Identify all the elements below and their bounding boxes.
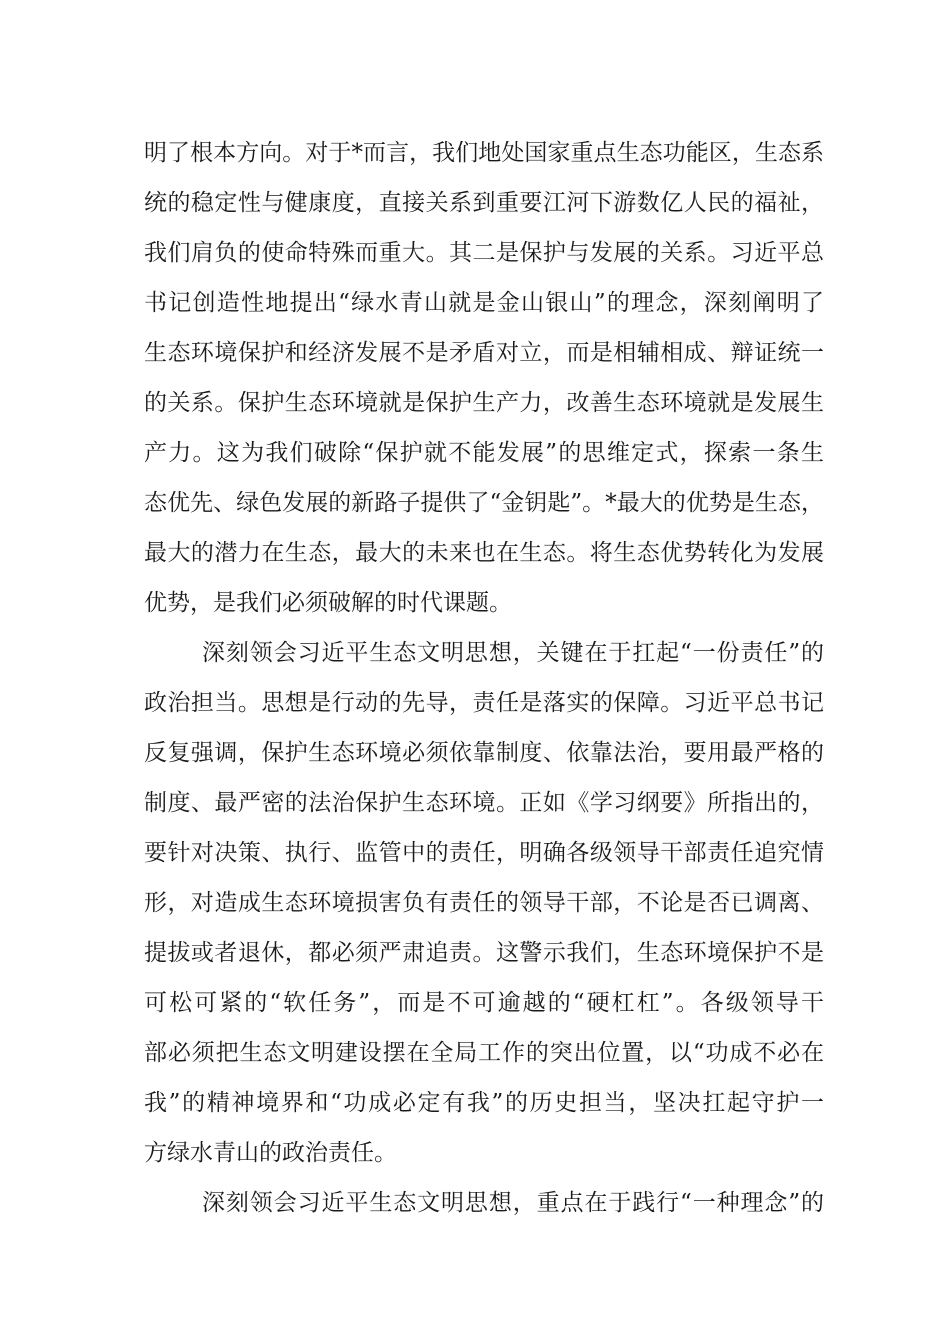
text-line: 制度、最严密的法治保护生态环境。正如《学习纲要》所指出的， [144,790,824,816]
text-line: 的关系。保护生态环境就是保护生产力，改善生态环境就是发展生 [144,390,824,416]
text-line: 形，对造成生态环境损害负有责任的领导干部，不论是否已调离、 [144,890,824,916]
text-line: 要针对决策、执行、监管中的责任，明确各级领导干部责任追究情 [144,840,824,866]
text-line: 生态环境保护和经济发展不是矛盾对立，而是相辅相成、辩证统一 [144,340,824,366]
text-line: 政治担当。思想是行动的先导，责任是落实的保障。习近平总书记 [144,690,824,716]
text-line: 优势，是我们必须破解的时代课题。 [144,590,512,616]
body-text [144,128,824,1228]
text-line: 可松可紧的“软任务”，而是不可逾越的“硬杠杠”。各级领导干 [144,990,824,1016]
paragraph-start-line: 深刻领会习近平生态文明思想，重点在于践行“一种理念”的 [202,1190,824,1216]
text-line: 我们肩负的使命特殊而重大。其二是保护与发展的关系。习近平总 [144,240,824,266]
text-line: 产力。这为我们破除“保护就不能发展”的思维定式，探索一条生 [144,440,824,466]
text-line: 我”的精神境界和“功成必定有我”的历史担当，坚决扛起守护一 [144,1090,824,1116]
text-line: 统的稳定性与健康度，直接关系到重要江河下游数亿人民的福祉， [144,190,824,216]
text-line: 提拔或者退休，都必须严肃追责。这警示我们，生态环境保护不是 [144,940,824,966]
text-line: 部必须把生态文明建设摆在全局工作的突出位置，以“功成不必在 [144,1040,824,1066]
text-line: 反复强调，保护生态环境必须依靠制度、依靠法治，要用最严格的 [144,740,824,766]
text-line: 书记创造性地提出“绿水青山就是金山银山”的理念，深刻阐明了 [144,290,824,316]
text-line: 态优先、绿色发展的新路子提供了“金钥匙”。*最大的优势是生态， [144,490,824,516]
text-line: 最大的潜力在生态，最大的未来也在生态。将生态优势转化为发展 [144,540,824,566]
paragraph-start-line: 深刻领会习近平生态文明思想，关键在于扛起“一份责任”的 [202,640,824,666]
text-line: 方绿水青山的政治责任。 [144,1140,397,1166]
text-line: 明了根本方向。对于*而言，我们地处国家重点生态功能区，生态系 [144,140,824,166]
